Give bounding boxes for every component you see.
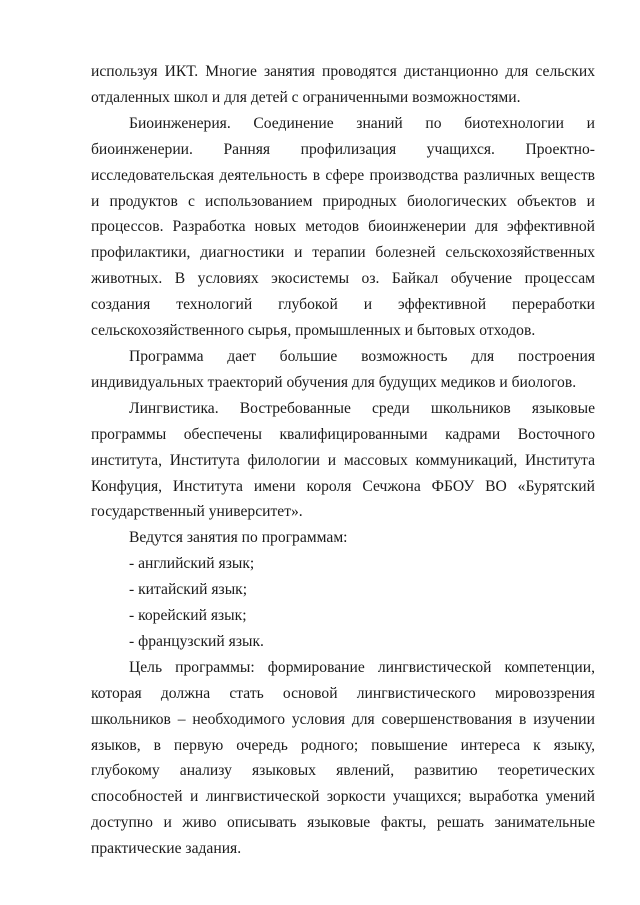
paragraph-program-goal: Цель программы: формирование лингвистической компетенции, которая должна стать основой лингвистического мировоззрения школьников – необходимого условия для совершенствования в изучении языков, в первую очередь родного; повышение интереса к языку, глубокому анализу языковых явлений, развитию теоретических способностей и лингвистической зоркости учащихся; выработка умений доступно и живо описывать языковые факты, решать занимательные практические задания. [91,658,595,858]
paragraph-programs-intro: Ведутся занятия по программам: [129,529,348,547]
language-list [91,551,595,655]
list-item-chinese: - китайский язык; [129,581,248,599]
paragraph-ict-continuation: используя ИКТ. Многие занятия проводятся дистанционно для сельских отдаленных школ и для детей с ограниченными возможностями. [91,63,595,106]
paragraph-program-opportunities: Программа дает большие возможность для построения индивидуальных траекторий обучения для будущих медиков и биологов. [91,347,595,391]
list-item-french: - французский язык. [129,632,264,650]
list-item-korean: - корейский язык; [129,607,247,625]
list-item-english: - английский язык; [129,555,255,573]
paragraph-bioengineering: Биоинженерия. Соединение знаний по биотехнологии и биоинженерии. Ранняя профилизация учащихся. Проектно-исследовательская деятельность в сфере производства различных веществ и продуктов с использованием природных биологических объектов и процессов. Разработка новых методов биоинженерии для эффективной профилактики, диагностики и терапии болезней сельскохозяйственных животных. В условиях экосистемы оз. Байкал обучение процессам создания технологий глубокой и эффективной переработки сельскохозяйственного сырья, промышленных и бытовых отходов. [91,114,595,340]
paragraph-linguistics: Лингвистика. Востребованные среди школьников языковые программы обеспечены квалифицированными кадрами Восточного института, Института филологии и массовых коммуникаций, Института Конфуция, Института имени короля Сечжона ФБОУ ВО «Бурятский государственный университет». [91,399,595,521]
document-page [91,59,595,862]
